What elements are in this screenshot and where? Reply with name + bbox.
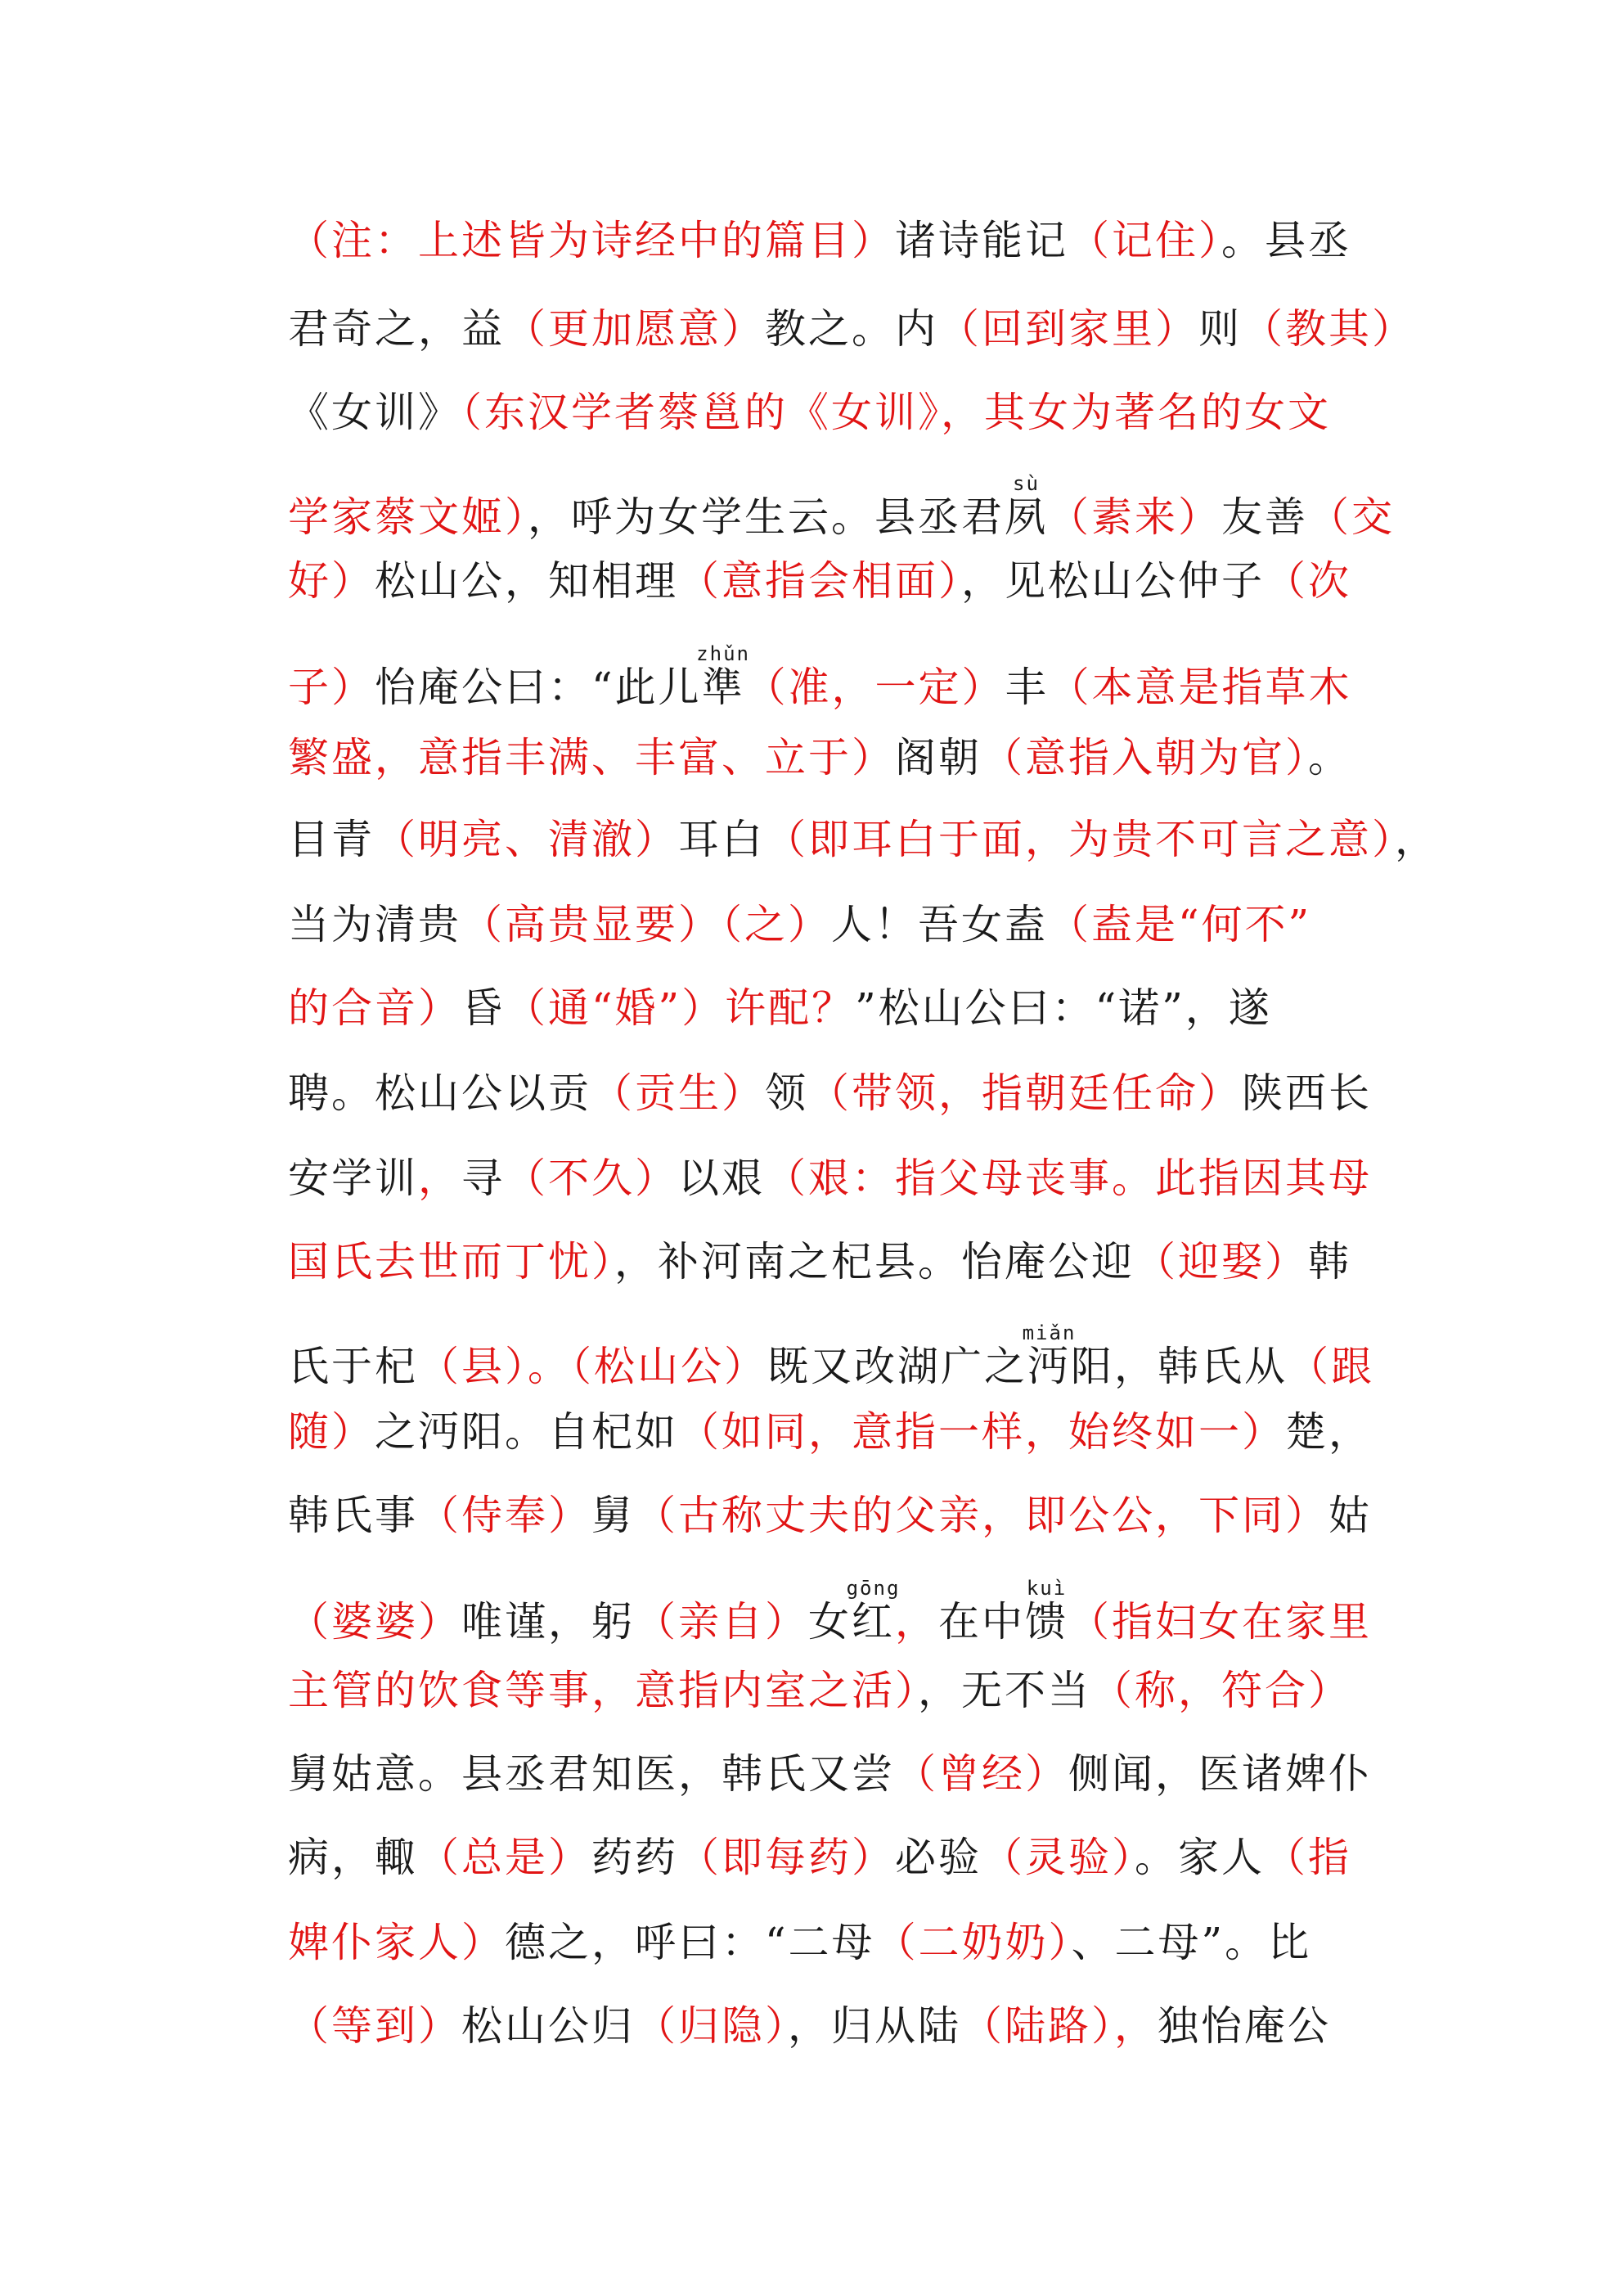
body-text: 舅 [591, 1492, 635, 1539]
body-text: 怡庵公曰：“此儿 [375, 664, 702, 711]
annotation-text: 子） [288, 664, 375, 711]
body-text: 耳白 [678, 816, 765, 863]
body-text: 独怡庵公 [1158, 2002, 1331, 2050]
body-text: 松山公，知相理 [375, 557, 678, 605]
character: 夙 [1005, 493, 1048, 541]
body-text: 丰 [1005, 664, 1049, 711]
body-text: 楚， [1285, 1408, 1372, 1456]
body-text: ，无不当 [918, 1667, 1091, 1714]
body-text: 姑 [1329, 1492, 1372, 1539]
annotation-text: ， [418, 1155, 461, 1202]
body-text: 以艰 [678, 1155, 765, 1202]
text-line [288, 810, 1438, 869]
body-text: ，归从陆 [788, 2002, 961, 2050]
text-line [288, 728, 1384, 787]
annotation-text: （亲自） [635, 1598, 808, 1645]
annotation-text: （艰：指父母丧事。此指因其母 [765, 1155, 1372, 1202]
annotation-text: （贡生） [591, 1069, 765, 1117]
character: 红 [846, 1598, 901, 1645]
annotation-text: （更加愿意） [505, 305, 765, 353]
annotation-text: （东汉学者蔡邕的《女训》，其女为著名的女文 [461, 389, 1331, 436]
text-line [288, 979, 1384, 1038]
text-line [288, 211, 1384, 270]
body-text: ， [1395, 816, 1438, 863]
body-text: 之沔阳。自杞如 [375, 1408, 678, 1456]
annotation-text: 好） [288, 557, 375, 605]
annotation-text: （即耳白于面，为贵不可言之意） [765, 816, 1395, 863]
body-text: 病，輙 [288, 1834, 418, 1881]
pinyin-annotation: kuì [1025, 1577, 1068, 1600]
character: 馈 [1025, 1598, 1068, 1645]
body-text: 必验 [895, 1834, 982, 1881]
body-text: 唯谨，躬 [461, 1598, 635, 1645]
text-line [288, 551, 1384, 610]
annotation-text: （总是） [418, 1834, 591, 1881]
body-text: 阁朝 [895, 734, 982, 781]
annotation-text: （回到家里） [938, 305, 1198, 353]
annotation-text: 主管的饮食等事，意指内室之活） [288, 1667, 918, 1714]
annotation-text: （指 [1265, 1834, 1351, 1881]
annotation-text: （等到） [288, 2002, 461, 2050]
text-line [288, 1232, 1384, 1291]
annotation-text: （交 [1308, 493, 1395, 541]
body-text: 。家人 [1135, 1834, 1265, 1881]
annotation-text: （县）。（松山公） [418, 1343, 767, 1390]
annotation-text: （归隐） [635, 2002, 788, 2050]
body-text: 既又改湖广之 [767, 1343, 1027, 1390]
body-text: 德之，呼曰：“二母 [505, 1919, 875, 1966]
text-line [288, 383, 1384, 442]
text-line [288, 642, 1384, 711]
body-text: 安学训 [288, 1155, 418, 1202]
body-text: 聘。松山公以贡 [288, 1069, 591, 1117]
text-line [288, 1486, 1384, 1545]
text-line [288, 299, 1415, 358]
body-text: 氏于杞 [288, 1343, 418, 1390]
body-text: ，补河南之杞县。怡庵公迎 [614, 1238, 1135, 1285]
character: 準 [696, 664, 750, 711]
annotation-text: （次 [1265, 557, 1351, 605]
text-line [288, 1402, 1384, 1461]
annotation-text: （指妇女在家里 [1068, 1598, 1372, 1645]
body-text: 。县丞 [1221, 217, 1351, 264]
body-text: 寻 [461, 1155, 505, 1202]
annotation-text: （盍是“何不” [1048, 901, 1312, 948]
pinyin-annotation: miǎn [1022, 1321, 1077, 1344]
annotation-text: （侍奉） [418, 1492, 591, 1539]
body-text: 、二母”。比 [1071, 1919, 1312, 1966]
body-text: 君奇之，益 [288, 305, 505, 353]
body-text: 目青 [288, 816, 375, 863]
annotation-text: （意指入朝为官） [982, 734, 1308, 781]
body-text: 昏 [461, 984, 505, 1032]
annotation-text: （迎娶） [1135, 1238, 1308, 1285]
annotated-character [1022, 1321, 1077, 1390]
annotation-text: （带领，指朝廷任命） [808, 1069, 1242, 1117]
body-text: 诸诗能记 [895, 217, 1068, 264]
annotation-text: （如同，意指一样，始终如一） [678, 1408, 1285, 1456]
annotation-text: 学家蔡文姬） [288, 493, 528, 541]
annotation-text: （不久） [505, 1155, 678, 1202]
annotation-text: （记住） [1068, 217, 1221, 264]
pinyin-annotation: zhǔn [696, 642, 750, 665]
body-text: 教之。内 [765, 305, 938, 353]
text-line [288, 472, 1395, 541]
body-text: 女 [808, 1598, 852, 1645]
annotation-text: 随） [288, 1408, 375, 1456]
body-text: 舅姑意。县丞君知医，韩氏又尝 [288, 1750, 895, 1798]
annotation-text: （通“婚”）许配？ [505, 984, 856, 1032]
body-text: 人！吾女盍 [831, 901, 1048, 948]
annotated-character [846, 1577, 901, 1645]
text-line [288, 1149, 1384, 1208]
body-text: ，见松山公仲子 [961, 557, 1265, 605]
text-line [288, 1577, 1384, 1645]
annotation-text: （曾经） [895, 1750, 1068, 1798]
annotation-text: （注：上述皆为诗经中的篇目） [288, 217, 895, 264]
body-text: 药药 [591, 1834, 678, 1881]
annotation-text: 婢仆家人） [288, 1919, 505, 1966]
annotation-text: （古称丈夫的父亲，即公公，下同） [635, 1492, 1329, 1539]
annotation-text: （跟 [1288, 1343, 1374, 1390]
text-line [288, 1064, 1384, 1123]
text-line [288, 1321, 1384, 1390]
annotation-text: 的合音） [288, 984, 461, 1032]
annotation-text: （意指会相面） [678, 557, 961, 605]
pinyin-annotation: gōng [846, 1577, 901, 1600]
body-text: 领 [765, 1069, 808, 1117]
body-text: 阳，韩氏从 [1071, 1343, 1288, 1390]
annotation-text: ， [895, 1598, 938, 1645]
body-text: 陕西长 [1242, 1069, 1372, 1117]
text-line [288, 1997, 1384, 2055]
body-text: 则 [1198, 305, 1242, 353]
annotation-text: （即每药） [678, 1834, 895, 1881]
text-line [288, 1913, 1384, 1972]
body-text: 《女训》 [288, 389, 461, 436]
annotation-text: （称，符合） [1091, 1667, 1351, 1714]
annotation-text: （明亮、清澈） [375, 816, 678, 863]
annotation-text: （教其） [1242, 305, 1415, 353]
annotation-text: 繁盛，意指丰满、丰富、立于） [288, 734, 895, 781]
annotation-text: ， [1114, 2002, 1158, 2050]
body-text: ，呼为女学生云。县丞君 [528, 493, 1005, 541]
pinyin-annotation: sù [1005, 472, 1048, 495]
annotation-text: （婆婆） [288, 1598, 461, 1645]
body-text: 。 [1308, 734, 1351, 781]
text-line [288, 1828, 1384, 1887]
annotation-text: （准，一定） [744, 664, 1005, 711]
text-line [288, 895, 1384, 954]
annotated-character [696, 642, 750, 711]
annotated-character [1005, 472, 1048, 541]
body-text: 在中 [938, 1598, 1025, 1645]
annotation-text: （二奶奶） [874, 1919, 1072, 1966]
annotation-text: 国氏去世而丁忧） [288, 1238, 614, 1285]
body-text: 当为清贵 [288, 901, 461, 948]
character: 沔 [1022, 1343, 1077, 1390]
text-line [288, 1661, 1384, 1720]
annotated-character [1025, 1577, 1068, 1645]
annotation-text: （素来） [1048, 493, 1221, 541]
body-text: 松山公归 [461, 2002, 635, 2050]
annotation-text: （高贵显要）（之） [461, 901, 831, 948]
body-text: 友善 [1221, 493, 1308, 541]
text-line [288, 1745, 1384, 1803]
annotation-text: （灵验） [982, 1834, 1135, 1881]
body-text: 韩氏事 [288, 1492, 418, 1539]
annotation-text: （陆路） [961, 2002, 1114, 2050]
body-text: 侧闻，医诸婢仆 [1068, 1750, 1372, 1798]
annotation-text: （本意是指草木 [1048, 664, 1352, 711]
body-text: ”松山公曰：“诺”，遂 [855, 984, 1272, 1032]
body-text: 韩 [1308, 1238, 1351, 1285]
